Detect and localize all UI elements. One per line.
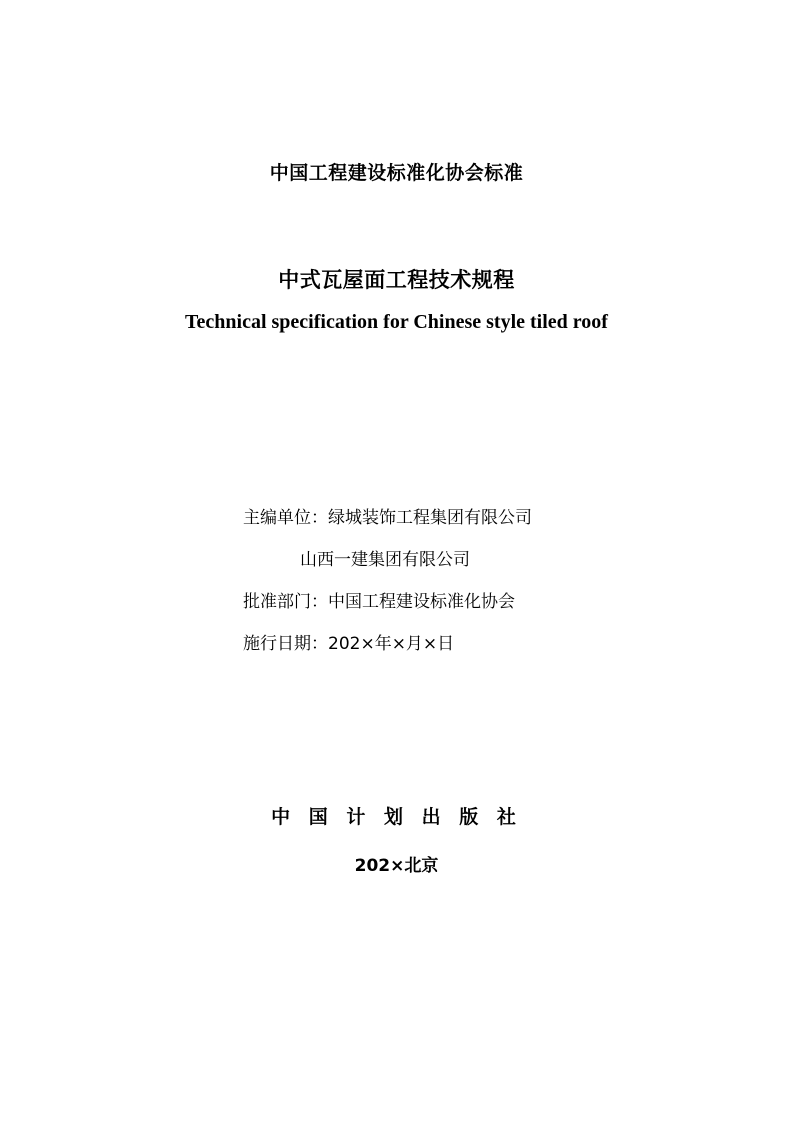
approval-department-line: 批准部门：中国工程建设标准化协会	[243, 592, 515, 612]
chief-editing-unit-line: 主编单位：绿城装饰工程集团有限公司	[243, 508, 532, 528]
publisher-block	[0, 803, 793, 879]
metadata-block	[0, 497, 793, 665]
publisher-name: 中 国 计 划 出 版 社	[271, 806, 522, 828]
title-block	[0, 265, 793, 335]
document-title-english: Technical specification for Chinese style tiled roof	[185, 311, 608, 333]
chief-editing-unit-second-line: 山西一建集团有限公司	[300, 550, 470, 570]
document-title-chinese: 中式瓦屋面工程技术规程	[278, 268, 515, 292]
organization-standard-heading: 中国工程建设标准化协会标准	[269, 162, 524, 184]
publication-year-place: 202×北京	[354, 856, 439, 876]
effective-date-line: 施行日期：202×年×月×日	[243, 634, 455, 654]
